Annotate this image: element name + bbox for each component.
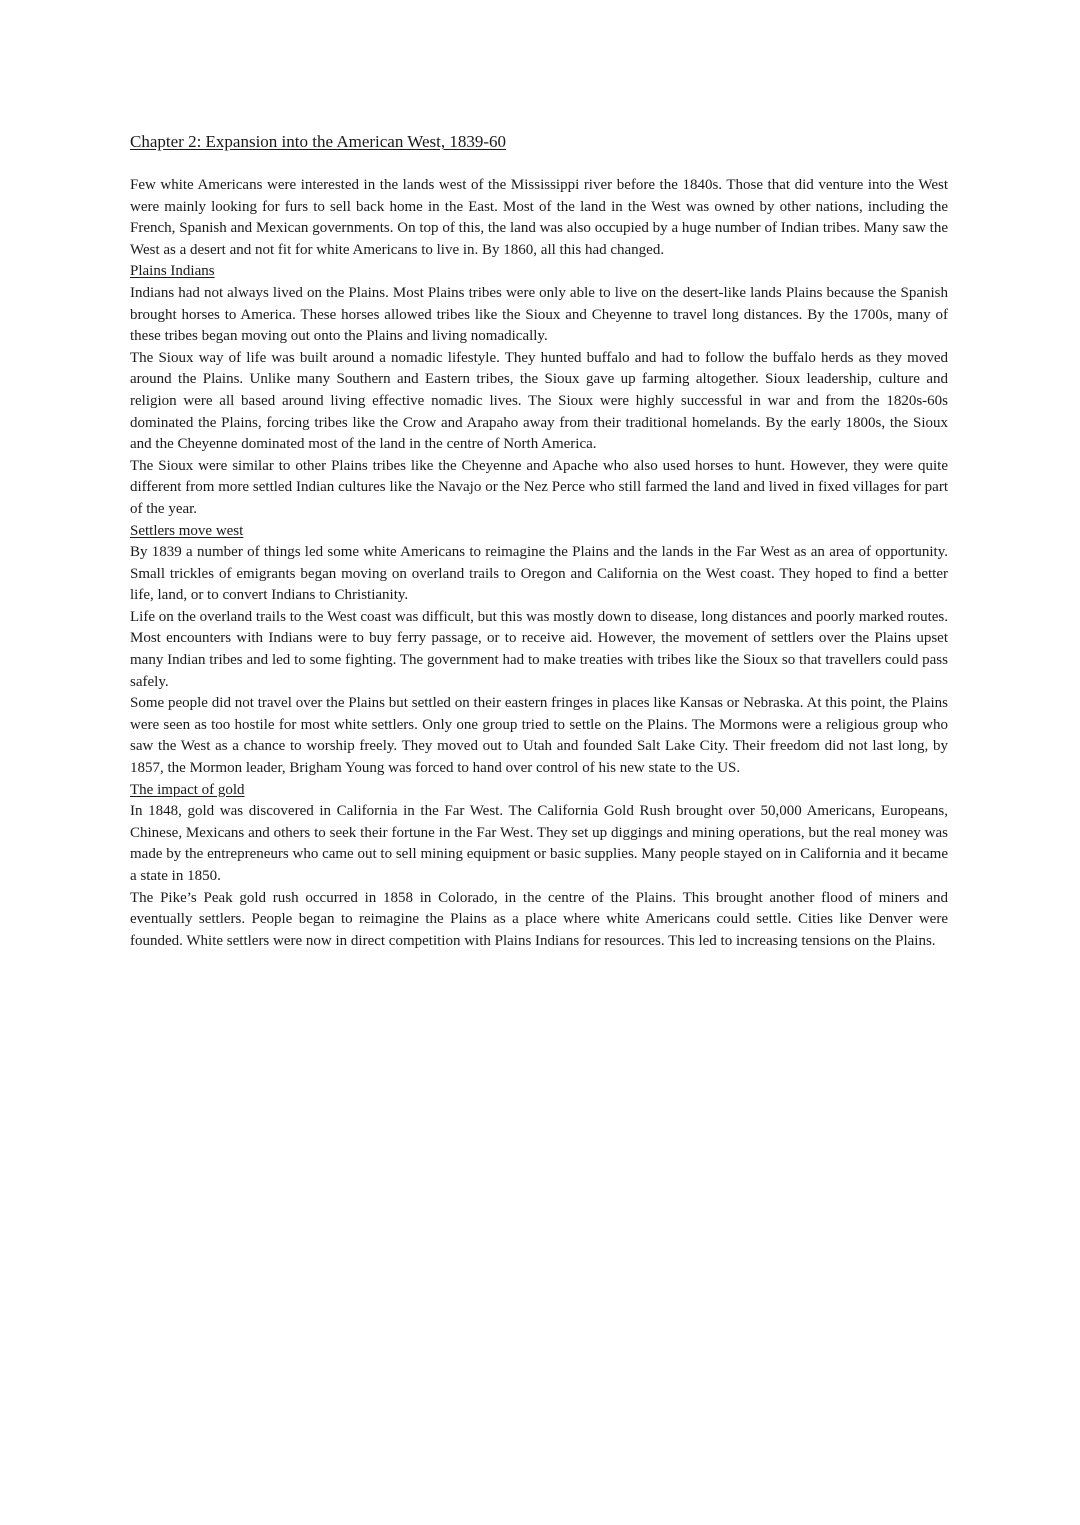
paragraph: In 1848, gold was discovered in California in the Far West. The California Gold Rush brought over 50,000 Americans, Europeans, Chinese, Mexicans and others to seek their fortune in the Far West. They set up diggings and mining operations, but the real money was made by the entrepreneurs who came out to sell mining equipment or basic supplies. Many people stayed on in California and it became a state in 1850. [130, 803, 948, 884]
section-heading: Settlers move west [130, 522, 244, 539]
intro-paragraph: Few white Americans were interested in the lands west of the Mississippi river before the 1840s. Those that did venture into the West were mainly looking for furs to sell back home in the East. Most of the land in the West was owned by other nations, including the French, Spanish and Mexican governments. On top of this, the land was also occupied by a huge number of Indian tribes. Many saw the West as a desert and not fit for white Americans to live in. By 1860, all this had changed. [130, 177, 948, 258]
document-title: Chapter 2: Expansion into the American West, 1839-60 [130, 132, 507, 151]
document-body [130, 131, 948, 952]
section-heading: Plains Indians [130, 263, 215, 280]
section-heading: The impact of gold [130, 781, 245, 798]
paragraph: The Sioux were similar to other Plains tribes like the Cheyenne and Apache who also used horses to hunt. However, they were quite different from more settled Indian cultures like the Navajo or the Nez Perce who still farmed the land and lived in fixed villages for part of the year. [130, 457, 948, 517]
paragraph: Indians had not always lived on the Plains. Most Plains tribes were only able to live on the desert-like lands Plains because the Spanish brought horses to America. These horses allowed tribes like the Sioux and Cheyenne to travel long distances. By the 1700s, many of these tribes began moving out onto the Plains and living nomadically. [130, 284, 948, 345]
paragraph: Some people did not travel over the Plains but settled on their eastern fringes in places like Kansas or Nebraska. At this point, the Plains were seen as too hostile for most white settlers. Only one group tried to settle on the Plains. The Mormons were a religious group who saw the West as a chance to worship freely. They moved out to Utah and founded Salt Lake City. Their freedom did not last long, by 1857, the Mormon leader, Brigham Young was forced to hand over control of his new state to the US. [130, 695, 948, 777]
paragraph: By 1839 a number of things led some white Americans to reimagine the Plains and the lands in the Far West as an area of opportunity. Small trickles of emigrants began moving on overland trails to Oregon and California on the West coast. They hoped to find a better life, land, or to convert Indians to Christianity. [130, 544, 948, 604]
paragraph: The Sioux way of life was built around a nomadic lifestyle. They hunted buffalo and had to follow the buffalo herds as they moved around the Plains. Unlike many Southern and Eastern tribes, the Sioux gave up farming altogether. Sioux leadership, culture and religion were all based around living effective nomadic lives. The Sioux were highly successful in war and from the 1820s-60s dominated the Plains, forcing tribes like the Crow and Arapaho away from their traditional homelands. By the early 1800s, the Sioux and the Cheyenne dominated most of the land in the centre of North America. [130, 349, 948, 453]
section-impact-of-gold [130, 780, 948, 953]
section-plains-indians [130, 261, 948, 520]
paragraph: The Pike’s Peak gold rush occurred in 1858 in Colorado, in the centre of the Plains. This brought another flood of miners and eventually settlers. People began to reimagine the Plains as a place where white Americans could settle. Cities like Denver were founded. White settlers were now in direct competition with Plains Indians for resources. This led to increasing tensions on the Plains. [130, 889, 948, 949]
section-settlers-move-west [130, 521, 948, 780]
paragraph: Life on the overland trails to the West coast was difficult, but this was mostly down to disease, long distances and poorly marked routes. Most encounters with Indians were to buy ferry passage, or to receive aid. However, the movement of settlers over the Plains upset many Indian tribes and led to some fighting. The government had to make treaties with tribes like the Sioux so that travellers could pass safely. [130, 608, 948, 690]
